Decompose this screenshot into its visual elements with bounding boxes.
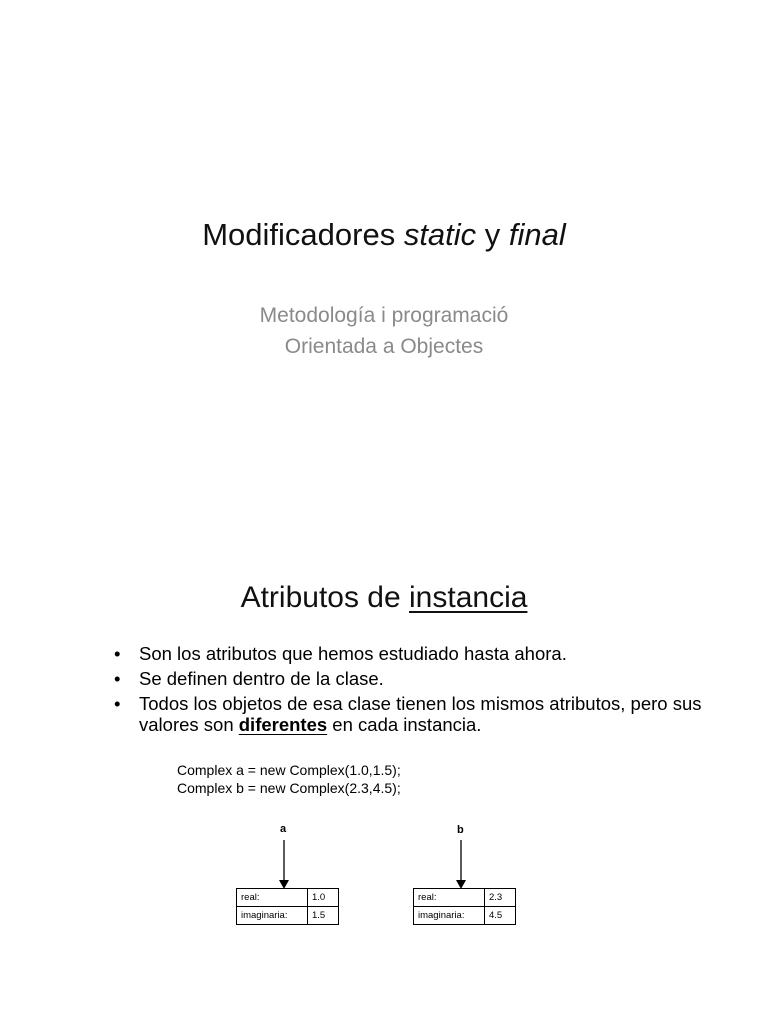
bullet-marker: •	[114, 668, 121, 689]
title-prefix: Modificadores	[202, 217, 404, 252]
bullet-text: Todos los objetos de esa clase tienen los mismos atributos, pero sus valores son	[139, 693, 702, 735]
table-row	[414, 889, 516, 907]
bullet-marker: •	[114, 643, 121, 664]
field-name: real:	[237, 889, 308, 907]
field-name: imaginaria:	[414, 907, 485, 925]
bullet-marker: •	[114, 693, 121, 714]
bullet-text: Se definen dentro de la clase.	[139, 668, 384, 689]
variable-label-a: a	[280, 823, 287, 835]
code-line-1: Complex a = new Complex(1.0,1.5);	[177, 762, 401, 778]
subtitle-line-1: Metodología i programació	[259, 304, 509, 327]
subtitle-line-2: Orientada a Objectes	[284, 335, 484, 358]
field-value: 2.3	[485, 889, 516, 907]
arrow-a	[279, 840, 289, 889]
table-row	[237, 907, 339, 925]
title-final-keyword: final	[508, 217, 566, 252]
object-box-b	[413, 888, 516, 925]
table-row	[237, 889, 339, 907]
section-title-prefix: Atributos de	[240, 581, 410, 614]
object-box-a	[236, 888, 339, 925]
field-value: 4.5	[485, 907, 516, 925]
variable-label-b: b	[457, 824, 464, 836]
title-static-keyword: static	[403, 217, 477, 252]
field-value: 1.0	[308, 889, 339, 907]
field-value: 1.5	[308, 907, 339, 925]
field-name: real:	[414, 889, 485, 907]
bullet-text-end: en cada instancia.	[327, 714, 482, 735]
arrow-b	[456, 840, 466, 889]
bullet-emphasis: diferentes	[238, 714, 328, 735]
title-connector: y	[476, 217, 509, 252]
section-title-underlined: instancia	[409, 581, 528, 614]
field-name: imaginaria:	[237, 907, 308, 925]
bullet-text: Son los atributos que hemos estudiado hasta ahora.	[139, 643, 567, 664]
table-row	[414, 907, 516, 925]
code-line-2: Complex b = new Complex(2.3,4.5);	[177, 780, 401, 796]
